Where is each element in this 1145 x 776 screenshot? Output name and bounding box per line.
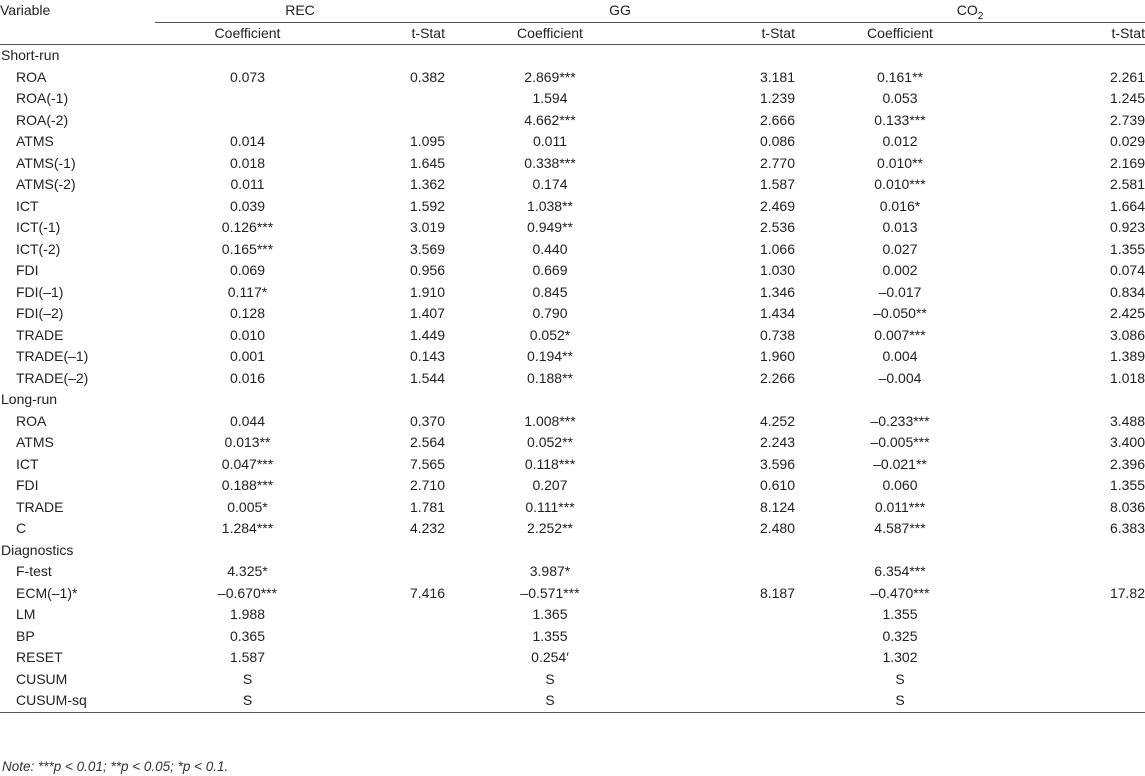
gg-tstat-cell: 1.960 — [759, 348, 795, 364]
section-row — [0, 45, 1145, 67]
gg-coefficient-cell: 1.008*** — [524, 412, 576, 429]
table-row — [0, 647, 1145, 669]
rec-coefficient-cell: 0.013** — [224, 434, 271, 450]
co2-tstat-cell: 3.400 — [1109, 434, 1145, 450]
gg-coefficient-cell: –0.571*** — [520, 584, 580, 601]
table-row — [0, 497, 1145, 519]
gg-coefficient-header: Coefficient — [445, 22, 655, 45]
table-row — [0, 196, 1145, 218]
gg-tstat-cell: 0.086 — [759, 133, 795, 149]
co2-tstat-cell: 0.029 — [1109, 133, 1145, 149]
rec-coefficient-cell: 0.069 — [229, 262, 266, 278]
co2-coefficient-cell: S — [895, 670, 905, 687]
co2-coefficient-cell: 0.027 — [882, 240, 918, 257]
gg-tstat-cell: 4.252 — [759, 412, 795, 429]
gg-tstat-cell: 2.266 — [759, 369, 795, 386]
gg-tstat-cell: 2.770 — [759, 154, 795, 171]
header-row — [0, 0, 1145, 22]
gg-coefficient-cell: 2.252** — [527, 520, 573, 536]
rec-tstat-cell: 2.564 — [409, 434, 445, 450]
gg-coefficient-cell: 0.188** — [527, 369, 573, 386]
table-row — [0, 411, 1145, 433]
co2-tstat-cell: 17.82 — [1109, 584, 1145, 601]
gg-tstat-cell: 2.469 — [759, 197, 795, 214]
table-row — [0, 454, 1145, 476]
section-row — [0, 540, 1145, 562]
co2-coefficient-cell: –0.050** — [873, 305, 927, 321]
gg-coefficient-cell: 1.594 — [532, 90, 568, 106]
table-row — [0, 282, 1145, 304]
co2-tstat-cell: 1.389 — [1109, 348, 1145, 364]
table-row — [0, 518, 1145, 540]
co2-tstat-cell: 0.923 — [1109, 219, 1145, 235]
rec-tstat-cell: 7.565 — [409, 455, 445, 472]
co2-tstat-cell: 1.018 — [1109, 369, 1145, 386]
group-header-co2: $CO_2$ — [795, 0, 1145, 22]
rec-coefficient-cell: S — [155, 690, 340, 712]
co2-tstat-cell: 1.355 — [1109, 477, 1145, 493]
gg-tstat-cell: 0.610 — [759, 477, 795, 493]
rec-tstat-cell: 2.710 — [409, 477, 445, 493]
rec-coefficient-cell: –0.670*** — [217, 584, 278, 601]
gg-coefficient-cell: 0.254′ — [531, 649, 569, 665]
section-row — [0, 389, 1145, 411]
co2-coefficient-cell: 0.060 — [882, 477, 918, 493]
table-row — [0, 346, 1145, 368]
gg-coefficient-cell: 1.365 — [532, 606, 568, 622]
gg-tstat-cell: 0.738 — [759, 326, 795, 343]
gg-tstat-cell: 1.239 — [759, 90, 795, 106]
gg-tstat-cell — [655, 604, 795, 626]
co2-tstat-cell: 2.739 — [1109, 111, 1145, 128]
variable-cell: ICT — [16, 455, 39, 472]
table-row — [0, 561, 1145, 583]
variable-cell: ROA(-2) — [16, 111, 69, 128]
table-row — [0, 475, 1145, 497]
co2-coefficient-cell: 4.587*** — [874, 520, 926, 536]
section-label: Long-run — [1, 391, 58, 407]
table-row — [0, 669, 1145, 691]
gg-coefficient-cell: 1.038** — [527, 197, 573, 214]
gg-coefficient-cell: 0.174 — [532, 176, 568, 192]
variable-cell: ATMS(-2) — [16, 176, 76, 192]
rec-coefficient-cell: 1.587 — [229, 649, 266, 665]
gg-tstat-cell: 8.187 — [759, 584, 795, 601]
table-row — [0, 110, 1145, 132]
co2-tstat-cell: 2.169 — [1109, 154, 1145, 171]
rec-coefficient-cell: 0.165*** — [221, 240, 274, 257]
co2-tstat-cell — [1005, 626, 1145, 648]
gg-coefficient-cell: 0.949** — [527, 219, 573, 235]
co2-tstat-cell: 2.396 — [1109, 455, 1145, 472]
co2-tstat-cell: 2.261 — [1109, 68, 1145, 85]
rec-coefficient-cell: 0.001 — [229, 348, 266, 364]
table-row — [0, 325, 1145, 347]
gg-coefficient-cell: 0.669 — [532, 262, 568, 278]
variable-cell: FDI(–2) — [16, 305, 64, 321]
gg-tstat-cell — [655, 690, 795, 712]
rec-coefficient-cell: 0.014 — [229, 133, 266, 149]
table-row — [0, 217, 1145, 239]
co2-coefficient-cell: 1.302 — [882, 649, 918, 665]
variable-cell: C — [16, 520, 27, 536]
co2-coefficient-cell: –0.470*** — [870, 584, 930, 601]
rec-coefficient-cell: 0.073 — [229, 68, 266, 85]
gg-coefficient-cell: 1.355 — [532, 627, 568, 644]
variable-cell: ICT(-1) — [16, 219, 61, 235]
gg-tstat-cell — [655, 626, 795, 648]
co2-tstat-cell: 1.355 — [1109, 240, 1145, 257]
gg-tstat-cell — [655, 647, 795, 669]
rec-tstat-cell: 1.407 — [409, 305, 445, 321]
group-header-gg: GG — [445, 0, 795, 22]
gg-coefficient-cell: 4.662*** — [524, 111, 576, 128]
rec-tstat-cell: 1.592 — [409, 197, 445, 214]
rec-tstat-cell — [340, 669, 445, 691]
table-row — [0, 303, 1145, 325]
gg-coefficient-cell: 0.790 — [532, 305, 568, 321]
variable-cell: ROA(-1) — [16, 90, 69, 106]
section-label: Short-run — [1, 47, 60, 63]
rec-coefficient-cell: 0.365 — [229, 627, 266, 644]
co2-tstat-cell: 1.664 — [1109, 197, 1145, 214]
rec-coefficient-cell: 4.325* — [227, 563, 268, 579]
section-label: Diagnostics — [1, 541, 74, 558]
rec-coefficient-cell: 0.128 — [229, 305, 266, 321]
variable-cell: ROA — [16, 68, 47, 85]
co2-tstat-cell — [1005, 561, 1145, 583]
co2-tstat-cell: 3.086 — [1109, 326, 1145, 343]
variable-cell: ICT(-2) — [16, 240, 61, 257]
rec-tstat-cell: 1.781 — [409, 498, 445, 515]
rec-tstat-cell: 1.449 — [409, 326, 445, 343]
variable-cell: FDI — [16, 477, 39, 493]
gg-coefficient-cell: 3.987* — [529, 563, 571, 579]
co2-coefficient-cell: 0.007*** — [874, 326, 926, 343]
rec-coefficient-cell: 0.188*** — [221, 477, 274, 493]
table-row — [0, 174, 1145, 196]
table-row — [0, 583, 1145, 605]
gg-tstat-cell: 8.124 — [759, 498, 795, 515]
variable-cell: BP — [16, 627, 35, 644]
gg-coefficient-cell: 0.111*** — [525, 498, 575, 515]
co2-coefficient-cell: –0.021** — [873, 455, 927, 472]
rec-tstat-header: t-Stat — [340, 22, 445, 45]
variable-cell: FDI(–1) — [16, 283, 64, 300]
gg-coefficient-cell: 0.207 — [532, 477, 568, 493]
rec-coefficient-cell: 0.005* — [227, 498, 268, 515]
variable-cell: TRADE(–2) — [16, 369, 89, 386]
gg-tstat-cell: 1.030 — [759, 262, 795, 278]
co2-coefficient-cell: 0.010** — [877, 154, 923, 171]
rec-coefficient-cell: 0.044 — [229, 412, 266, 429]
gg-tstat-cell: 2.536 — [759, 219, 795, 235]
table-row — [0, 368, 1145, 390]
gg-tstat-cell: 3.596 — [759, 455, 795, 472]
gg-coefficient-cell: 0.052** — [527, 434, 573, 450]
variable-subheader-blank — [0, 22, 155, 45]
rec-coefficient-header: Coefficient — [155, 22, 340, 45]
co2-tstat-cell: 8.036 — [1109, 498, 1145, 515]
table-row — [0, 67, 1145, 89]
gg-coefficient-cell: 2.869*** — [524, 68, 576, 85]
gg-coefficient-cell: S — [445, 690, 655, 712]
gg-coefficient-cell: 0.194** — [527, 348, 573, 364]
rec-tstat-cell: 3.569 — [409, 240, 445, 257]
table-row — [0, 626, 1145, 648]
gg-tstat-cell: 1.587 — [759, 176, 795, 192]
table-row — [0, 88, 1145, 110]
rec-coefficient-cell: 0.039 — [229, 197, 266, 214]
variable-cell: FDI — [16, 262, 39, 278]
variable-cell: TRADE — [16, 326, 64, 343]
group-header-rec: REC — [155, 0, 445, 22]
variable-cell: ATMS — [16, 133, 54, 149]
co2-tstat-cell: 2.425 — [1109, 305, 1145, 321]
variable-cell: CUSUM — [16, 670, 68, 687]
co2-coefficient-cell: 1.355 — [882, 606, 918, 622]
rec-coefficient-cell: 0.047*** — [221, 455, 274, 472]
rec-tstat-cell: 1.645 — [409, 154, 445, 171]
variable-cell: LM — [16, 606, 36, 622]
table-row — [0, 153, 1145, 175]
gg-coefficient-cell: S — [545, 670, 555, 687]
co2-coefficient-cell: 0.011*** — [874, 498, 926, 515]
rec-tstat-cell: 1.095 — [409, 133, 445, 149]
co2-coefficient-cell: 6.354*** — [874, 563, 926, 579]
variable-cell: TRADE — [16, 498, 64, 515]
table-row — [0, 260, 1145, 282]
co2-coefficient-cell: 0.161** — [877, 68, 923, 85]
rec-tstat-cell — [340, 690, 445, 712]
gg-coefficient-cell: 0.011 — [533, 133, 567, 149]
subheader-row — [0, 22, 1145, 45]
rec-coefficient-cell: 1.988 — [229, 606, 266, 622]
gg-tstat-header: t-Stat — [655, 22, 795, 45]
variable-cell: ATMS — [16, 434, 54, 450]
gg-tstat-cell: 2.243 — [759, 434, 795, 450]
co2-coefficient-cell: 0.002 — [882, 262, 918, 278]
rec-coefficient-cell: 0.018 — [229, 154, 266, 171]
gg-coefficient-cell: 0.440 — [532, 240, 568, 257]
variable-cell: ICT — [16, 197, 39, 214]
rec-coefficient-cell: 0.011 — [230, 176, 265, 192]
co2-coefficient-cell: 0.012 — [882, 133, 918, 149]
co2-coefficient-cell: 0.004 — [882, 348, 918, 364]
variable-cell: ATMS(-1) — [16, 154, 76, 171]
gg-tstat-cell: 3.181 — [759, 68, 795, 85]
rec-tstat-cell: 1.544 — [409, 369, 445, 386]
gg-tstat-cell: 2.666 — [759, 111, 795, 128]
table-row — [0, 239, 1145, 261]
gg-tstat-cell — [655, 561, 795, 583]
co2-tstat-cell — [1005, 604, 1145, 626]
rec-tstat-cell: 3.019 — [409, 219, 445, 235]
co2-tstat-cell: 3.488 — [1109, 412, 1145, 429]
variable-cell: ECM(–1)* — [16, 584, 78, 601]
rec-tstat-cell: 4.232 — [409, 520, 445, 536]
table-body — [0, 45, 1145, 713]
rec-coefficient-cell: 0.126*** — [221, 219, 274, 235]
co2-coefficient-cell: S — [795, 690, 1005, 712]
table-row — [0, 690, 1145, 712]
co2-coefficient-cell: –0.233*** — [870, 412, 930, 429]
co2-tstat-cell: 1.245 — [1109, 90, 1145, 106]
gg-tstat-cell: 2.480 — [759, 520, 795, 536]
co2-tstat-header: t-Stat — [1005, 22, 1145, 45]
rec-tstat-cell — [340, 561, 445, 583]
table-row — [0, 131, 1145, 153]
gg-coefficient-cell: 0.052* — [529, 326, 571, 343]
rec-coefficient-cell: 0.010 — [229, 326, 266, 343]
gg-tstat-cell: 1.434 — [759, 305, 795, 321]
co2-coefficient-cell: –0.004 — [878, 369, 922, 386]
co2-coefficient-cell: 0.016* — [879, 197, 921, 214]
co2-tstat-cell: 6.383 — [1109, 520, 1145, 536]
rec-coefficient-cell: 1.284*** — [221, 520, 274, 536]
rec-coefficient-cell — [155, 110, 340, 132]
rec-tstat-cell — [340, 604, 445, 626]
co2-tstat-cell — [1005, 669, 1145, 691]
co2-coefficient-cell: 0.013 — [882, 219, 918, 235]
co2-coefficient-header: Coefficient — [795, 22, 1005, 45]
variable-cell: ROA — [16, 412, 47, 429]
gg-tstat-cell: 1.066 — [759, 240, 795, 257]
co2-coefficient-cell: 0.133*** — [874, 111, 926, 128]
rec-tstat-cell — [340, 88, 445, 110]
co2-coefficient-cell: 0.053 — [882, 90, 918, 106]
co2-coefficient-cell: 0.325 — [882, 627, 918, 644]
rec-coefficient-cell: S — [242, 670, 253, 687]
rec-tstat-cell — [340, 626, 445, 648]
co2-coefficient-cell: –0.005*** — [870, 434, 930, 450]
rec-coefficient-cell — [155, 88, 340, 110]
rec-tstat-cell: 0.370 — [409, 412, 445, 429]
co2-tstat-cell: 2.581 — [1109, 176, 1145, 192]
gg-coefficient-cell: 0.118*** — [524, 455, 576, 472]
rec-tstat-cell: 0.956 — [409, 262, 445, 278]
rec-tstat-cell: 0.143 — [409, 348, 445, 364]
rec-tstat-cell: 1.910 — [409, 283, 445, 300]
gg-tstat-cell — [655, 669, 795, 691]
co2-tstat-cell: 0.834 — [1109, 283, 1145, 300]
rec-coefficient-cell: 0.117* — [227, 283, 268, 300]
variable-cell: F-test — [16, 563, 52, 579]
rec-tstat-cell: 7.416 — [409, 584, 445, 601]
rec-tstat-cell: 1.362 — [409, 176, 445, 192]
table-note: Note: ***p < 0.01; **p < 0.05; *p < 0.1. — [2, 759, 229, 774]
rec-coefficient-cell: 0.016 — [229, 369, 266, 386]
variable-cell: TRADE(–1) — [16, 348, 89, 364]
variable-cell: RESET — [16, 649, 63, 665]
rec-tstat-cell: 0.382 — [409, 68, 445, 85]
co2-coefficient-cell: 0.010*** — [874, 176, 926, 192]
variable-cell: CUSUM-sq — [0, 690, 155, 712]
variable-header: Variable — [0, 2, 51, 18]
rec-tstat-cell — [340, 110, 445, 132]
table-row — [0, 604, 1145, 626]
gg-coefficient-cell: 0.845 — [532, 283, 568, 300]
gg-tstat-cell: 1.346 — [759, 283, 795, 300]
co2-tstat-cell — [1005, 690, 1145, 712]
co2-coefficient-cell: –0.017 — [878, 283, 922, 300]
table-row — [0, 432, 1145, 454]
gg-coefficient-cell: 0.338*** — [524, 154, 576, 171]
co2-tstat-cell — [1005, 647, 1145, 669]
rec-tstat-cell — [340, 647, 445, 669]
co2-tstat-cell: 0.074 — [1109, 262, 1145, 278]
